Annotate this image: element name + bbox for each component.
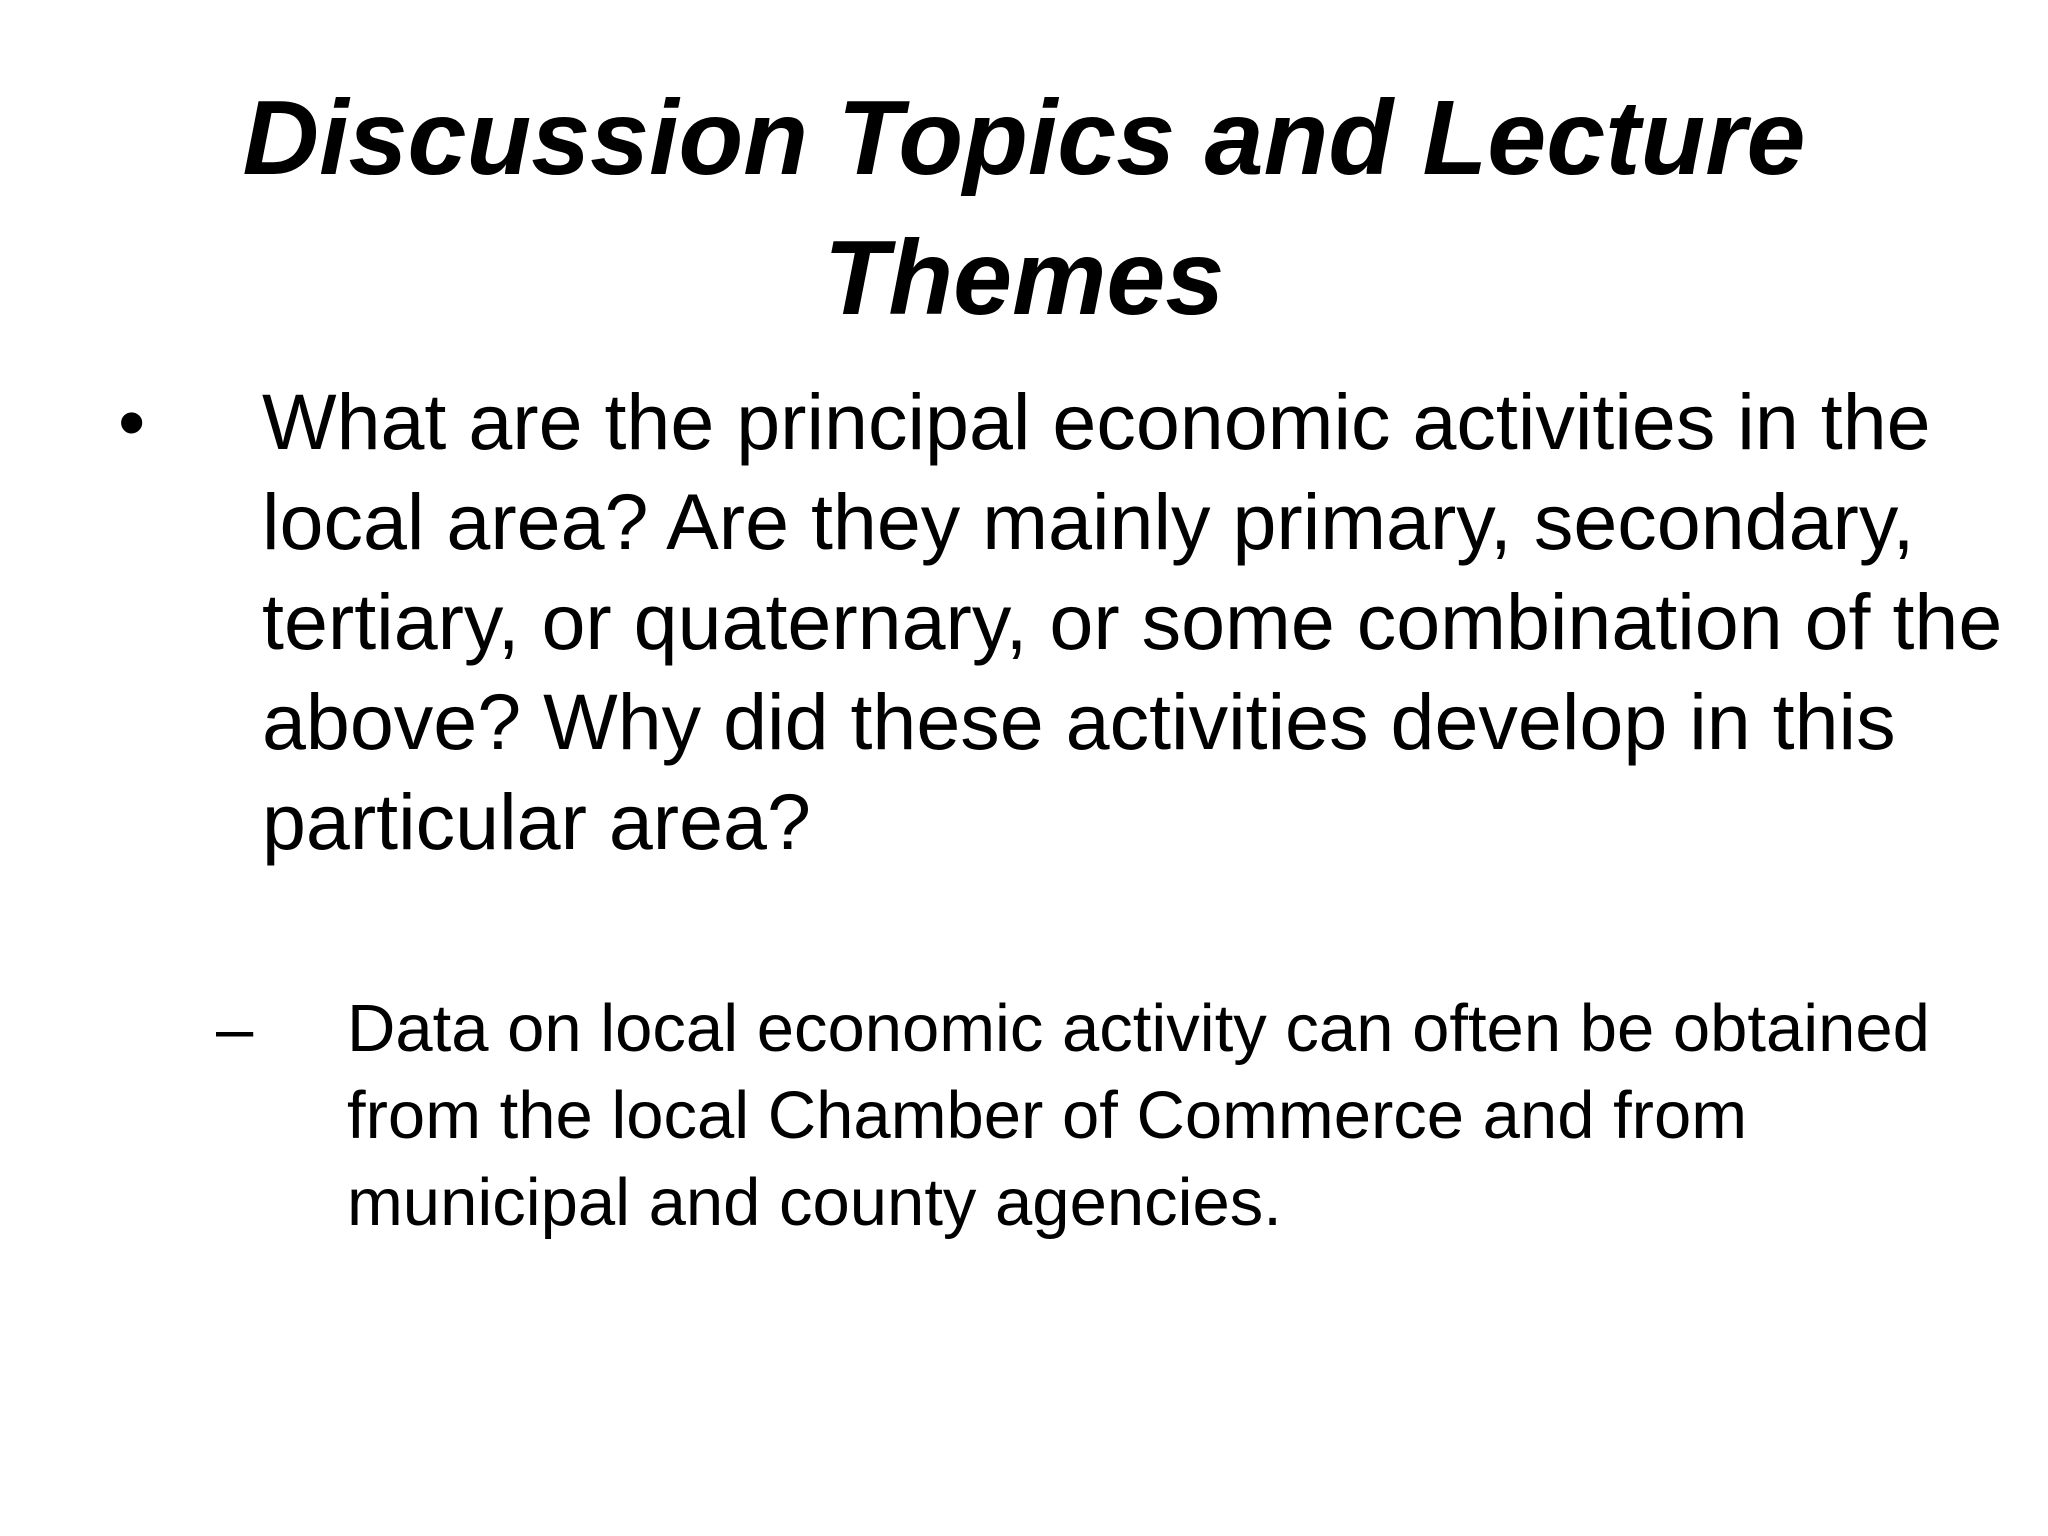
sub-bullet-marker: –	[216, 991, 254, 1066]
sub-bullet-text: Data on local economic activity can often be obtained from the local Chamber of Commerce and from municipal and county agencies.	[347, 991, 1930, 1240]
bullet-text: What are the principal economic activities in the local area? Are they mainly primary, secondary, tertiary, or quaternary, or some combination of the above? Why did these activities develop in this particular area?	[262, 377, 2003, 866]
bullet-marker: •	[118, 378, 146, 466]
slide-title: Discussion Topics and Lecture Themes	[242, 79, 1806, 337]
